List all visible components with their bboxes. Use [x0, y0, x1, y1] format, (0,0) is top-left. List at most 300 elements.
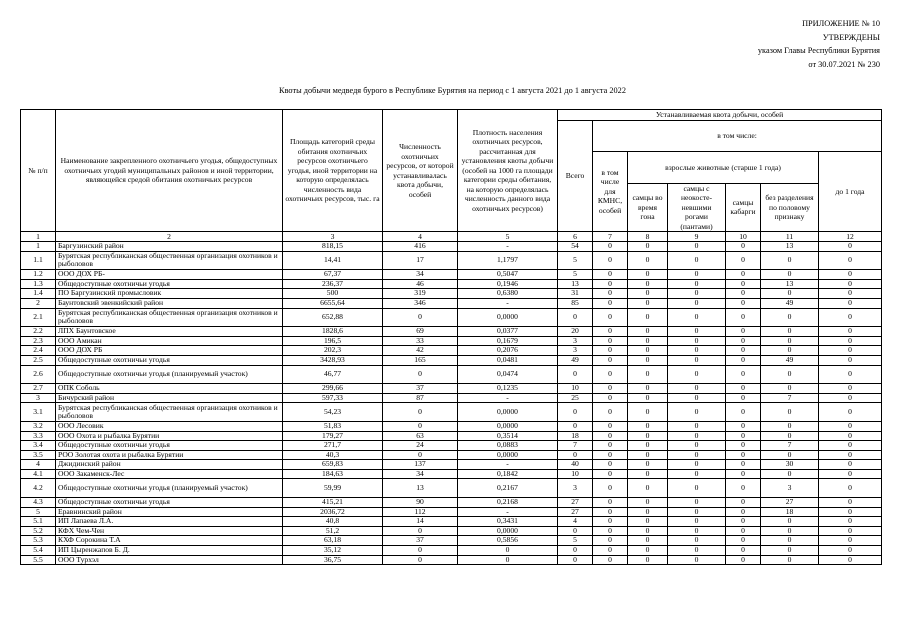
row-total: 31: [558, 289, 593, 299]
row-no-sex: 0: [761, 421, 819, 431]
row-no-sex: 0: [761, 251, 819, 270]
row-name: ИП Лапаева Л.А.: [56, 517, 283, 527]
row-no-sex: 0: [761, 289, 819, 299]
row-number: 3: [21, 393, 56, 403]
row-musk-males: 0: [726, 251, 761, 270]
row-males-antlers: 0: [668, 517, 726, 527]
column-number: 3: [283, 232, 383, 242]
row-musk-males: 0: [726, 308, 761, 327]
row-name: Баргузинский район: [56, 242, 283, 252]
row-number: 3.1: [21, 403, 56, 422]
row-number: 5.4: [21, 546, 56, 556]
table-row: [21, 393, 882, 403]
row-name: РОО Золотая охота и рыбалка Бурятии: [56, 450, 283, 460]
approved-label: УТВЕРЖДЕНЫ: [822, 32, 880, 42]
row-kmns: 0: [593, 403, 628, 422]
row-males-rut: 0: [628, 555, 668, 565]
column-number: 6: [558, 232, 593, 242]
table-row: [21, 450, 882, 460]
row-kmns: 0: [593, 393, 628, 403]
row-density: 1,1797: [458, 251, 558, 270]
row-name: Общедоступные охотничьи угодья: [56, 355, 283, 365]
row-number: 2.2: [21, 327, 56, 337]
row-count: 24: [383, 441, 458, 451]
row-area: 35,12: [283, 546, 383, 556]
row-area: 415,21: [283, 498, 383, 508]
row-kmns: 0: [593, 346, 628, 356]
row-under1: 0: [819, 498, 882, 508]
row-males-antlers: 0: [668, 421, 726, 431]
row-number: 1.1: [21, 251, 56, 270]
row-males-antlers: 0: [668, 479, 726, 498]
row-kmns: 0: [593, 431, 628, 441]
header-quota: Устанавливаемая квота добычи, особей: [558, 110, 882, 121]
row-males-rut: 0: [628, 327, 668, 337]
row-musk-males: 0: [726, 289, 761, 299]
decree-date: от 30.07.2021 № 230: [808, 59, 880, 69]
row-area: 652,88: [283, 308, 383, 327]
row-name: Бичурский район: [56, 393, 283, 403]
row-density: -: [458, 393, 558, 403]
row-name: ООО Амикан: [56, 336, 283, 346]
row-area: 46,77: [283, 365, 383, 384]
row-under1: 0: [819, 308, 882, 327]
row-density: 0,0000: [458, 450, 558, 460]
row-area: 36,75: [283, 555, 383, 565]
row-kmns: 0: [593, 365, 628, 384]
row-name: ОПК Соболь: [56, 384, 283, 394]
table-row: [21, 403, 882, 422]
row-no-sex: 7: [761, 441, 819, 451]
row-area: 51,83: [283, 421, 383, 431]
row-no-sex: 0: [761, 384, 819, 394]
row-count: 37: [383, 536, 458, 546]
column-number: 1: [21, 232, 56, 242]
row-under1: 0: [819, 421, 882, 431]
table-row: [21, 327, 882, 337]
row-musk-males: 0: [726, 460, 761, 470]
row-under1: 0: [819, 403, 882, 422]
row-no-sex: 0: [761, 431, 819, 441]
row-males-rut: 0: [628, 336, 668, 346]
row-area: 597,33: [283, 393, 383, 403]
row-total: 3: [558, 336, 593, 346]
column-number: 12: [819, 232, 882, 242]
row-density: 0: [458, 555, 558, 565]
row-name: Бурятская республиканская общественная организация охотников и рыболовов: [56, 308, 283, 327]
row-name: ООО Закаменск-Лес: [56, 469, 283, 479]
row-under1: 0: [819, 469, 882, 479]
header-total: Всего: [558, 120, 593, 232]
row-total: 54: [558, 242, 593, 252]
row-under1: 0: [819, 441, 882, 451]
row-males-antlers: 0: [668, 469, 726, 479]
row-area: 63,18: [283, 536, 383, 546]
row-density: 0,0377: [458, 327, 558, 337]
row-no-sex: 0: [761, 365, 819, 384]
row-number: 4.1: [21, 469, 56, 479]
column-number: 11: [761, 232, 819, 242]
row-males-antlers: 0: [668, 507, 726, 517]
table-row: [21, 460, 882, 470]
column-number: 9: [668, 232, 726, 242]
table-row: [21, 507, 882, 517]
row-count: 0: [383, 546, 458, 556]
row-males-antlers: 0: [668, 346, 726, 356]
row-males-antlers: 0: [668, 526, 726, 536]
row-under1: 0: [819, 546, 882, 556]
row-musk-males: 0: [726, 421, 761, 431]
row-under1: 0: [819, 365, 882, 384]
row-number: 3.2: [21, 421, 56, 431]
row-musk-males: 0: [726, 242, 761, 252]
row-no-sex: 0: [761, 327, 819, 337]
row-name: Общедоступные охотничьи угодья: [56, 279, 283, 289]
row-kmns: 0: [593, 546, 628, 556]
table-body: [21, 242, 882, 565]
row-name: Общедоступные охотничьи угодья (планируемый участок): [56, 365, 283, 384]
row-number: 2.7: [21, 384, 56, 394]
row-number: 2.5: [21, 355, 56, 365]
row-males-rut: 0: [628, 460, 668, 470]
row-total: 20: [558, 327, 593, 337]
row-musk-males: 0: [726, 403, 761, 422]
row-kmns: 0: [593, 555, 628, 565]
row-count: 69: [383, 327, 458, 337]
row-kmns: 0: [593, 460, 628, 470]
row-count: 13: [383, 479, 458, 498]
row-total: 10: [558, 469, 593, 479]
row-count: 0: [383, 421, 458, 431]
row-under1: 0: [819, 355, 882, 365]
header-density: Плотность населения охотничьих ресурсов, рассчитанная для установления квоты добычи (особей на 1000 га площади категории среды обитания, на которую определялась численность данного вида охотничьих ресурсов): [458, 110, 558, 232]
row-name: ЛПХ Баунтовское: [56, 327, 283, 337]
row-males-antlers: 0: [668, 536, 726, 546]
row-males-rut: 0: [628, 279, 668, 289]
row-density: 0,2076: [458, 346, 558, 356]
row-musk-males: 0: [726, 393, 761, 403]
table-row: [21, 441, 882, 451]
row-musk-males: 0: [726, 279, 761, 289]
column-number-row: [21, 232, 882, 242]
row-musk-males: 0: [726, 346, 761, 356]
row-number: 1: [21, 242, 56, 252]
row-kmns: 0: [593, 298, 628, 308]
header-num: № п/п: [21, 110, 56, 232]
row-males-antlers: 0: [668, 242, 726, 252]
row-no-sex: 30: [761, 460, 819, 470]
row-males-antlers: 0: [668, 327, 726, 337]
row-males-antlers: 0: [668, 251, 726, 270]
table-row: [21, 346, 882, 356]
row-under1: 0: [819, 251, 882, 270]
row-number: 2.6: [21, 365, 56, 384]
row-area: 67,37: [283, 270, 383, 280]
table-row: [21, 384, 882, 394]
row-under1: 0: [819, 279, 882, 289]
document-title: Квоты добычи медведя бурого в Республике Бурятия на период с 1 августа 2021 до 1 августа 2022: [279, 86, 626, 95]
row-name: Бурятская республиканская общественная организация охотников и рыболовов: [56, 403, 283, 422]
row-total: 3: [558, 346, 593, 356]
row-males-rut: 0: [628, 546, 668, 556]
row-number: 1.3: [21, 279, 56, 289]
row-kmns: 0: [593, 242, 628, 252]
row-musk-males: 0: [726, 355, 761, 365]
row-total: 0: [558, 450, 593, 460]
row-count: 165: [383, 355, 458, 365]
row-area: 54,23: [283, 403, 383, 422]
table-header: [21, 110, 882, 242]
row-under1: 0: [819, 393, 882, 403]
row-count: 0: [383, 403, 458, 422]
row-name: Еравнинский район: [56, 507, 283, 517]
row-total: 0: [558, 546, 593, 556]
row-count: 0: [383, 308, 458, 327]
row-musk-males: 0: [726, 431, 761, 441]
row-no-sex: 49: [761, 355, 819, 365]
row-males-rut: 0: [628, 526, 668, 536]
row-musk-males: 0: [726, 450, 761, 460]
row-kmns: 0: [593, 469, 628, 479]
row-density: 0,0000: [458, 403, 558, 422]
row-count: 0: [383, 450, 458, 460]
row-count: 137: [383, 460, 458, 470]
row-density: -: [458, 298, 558, 308]
row-under1: 0: [819, 555, 882, 565]
row-musk-males: 0: [726, 298, 761, 308]
row-number: 2.4: [21, 346, 56, 356]
row-under1: 0: [819, 289, 882, 299]
table-row: [21, 242, 882, 252]
row-musk-males: 0: [726, 327, 761, 337]
row-under1: 0: [819, 346, 882, 356]
row-no-sex: 0: [761, 336, 819, 346]
row-males-antlers: 0: [668, 355, 726, 365]
table-row: [21, 251, 882, 270]
row-density: 0,0883: [458, 441, 558, 451]
row-kmns: 0: [593, 536, 628, 546]
header-including: в том числе:: [593, 120, 882, 152]
row-musk-males: 0: [726, 384, 761, 394]
row-density: 0,3514: [458, 431, 558, 441]
row-kmns: 0: [593, 498, 628, 508]
row-musk-males: 0: [726, 498, 761, 508]
row-under1: 0: [819, 526, 882, 536]
row-kmns: 0: [593, 450, 628, 460]
row-males-antlers: 0: [668, 403, 726, 422]
row-area: 500: [283, 289, 383, 299]
row-number: 4.3: [21, 498, 56, 508]
row-under1: 0: [819, 431, 882, 441]
row-number: 3.4: [21, 441, 56, 451]
row-name: Общедоступные охотничьи угодья (планируемый участок): [56, 479, 283, 498]
row-males-rut: 0: [628, 517, 668, 527]
column-number: 7: [593, 232, 628, 242]
row-no-sex: 0: [761, 536, 819, 546]
table-row: [21, 279, 882, 289]
row-area: 6655,64: [283, 298, 383, 308]
row-kmns: 0: [593, 479, 628, 498]
row-no-sex: 3: [761, 479, 819, 498]
row-kmns: 0: [593, 327, 628, 337]
row-name: ООО Охота и рыбалка Бурятии: [56, 431, 283, 441]
row-total: 40: [558, 460, 593, 470]
row-musk-males: 0: [726, 365, 761, 384]
row-density: 0,1842: [458, 469, 558, 479]
row-total: 5: [558, 251, 593, 270]
column-number: 5: [458, 232, 558, 242]
row-name: Общедоступные охотничьи угодья: [56, 498, 283, 508]
header-kmns: в том числе для КМНС, особей: [593, 152, 628, 232]
row-count: 42: [383, 346, 458, 356]
table-row: [21, 421, 882, 431]
row-under1: 0: [819, 460, 882, 470]
column-number: 2: [56, 232, 283, 242]
row-total: 27: [558, 498, 593, 508]
row-total: 4: [558, 517, 593, 527]
row-males-antlers: 0: [668, 546, 726, 556]
row-total: 7: [558, 441, 593, 451]
row-males-antlers: 0: [668, 431, 726, 441]
row-area: 299,66: [283, 384, 383, 394]
header-males-antlers: самцы с неокосте-невшими рогами (пантами): [668, 183, 726, 232]
row-no-sex: 0: [761, 517, 819, 527]
row-count: 0: [383, 555, 458, 565]
row-total: 5: [558, 536, 593, 546]
table-row: [21, 298, 882, 308]
row-number: 5.5: [21, 555, 56, 565]
row-kmns: 0: [593, 384, 628, 394]
row-kmns: 0: [593, 270, 628, 280]
row-count: 46: [383, 279, 458, 289]
row-no-sex: 0: [761, 270, 819, 280]
row-total: 49: [558, 355, 593, 365]
row-count: 14: [383, 517, 458, 527]
row-musk-males: 0: [726, 536, 761, 546]
row-count: 37: [383, 384, 458, 394]
row-number: 5.3: [21, 536, 56, 546]
row-males-antlers: 0: [668, 450, 726, 460]
row-number: 3.5: [21, 450, 56, 460]
row-area: 2036,72: [283, 507, 383, 517]
row-kmns: 0: [593, 526, 628, 536]
row-count: 34: [383, 469, 458, 479]
row-number: 5: [21, 507, 56, 517]
table-row: [21, 526, 882, 536]
row-area: 196,5: [283, 336, 383, 346]
row-under1: 0: [819, 479, 882, 498]
row-musk-males: 0: [726, 546, 761, 556]
row-males-rut: 0: [628, 403, 668, 422]
row-total: 0: [558, 526, 593, 536]
row-density: 0,0481: [458, 355, 558, 365]
row-name: ООО Турхэл: [56, 555, 283, 565]
row-under1: 0: [819, 270, 882, 280]
row-density: 0,0000: [458, 526, 558, 536]
row-density: 0,0000: [458, 421, 558, 431]
header-musk-males: самцы кабарги: [726, 183, 761, 232]
row-area: 40,3: [283, 450, 383, 460]
row-males-antlers: 0: [668, 308, 726, 327]
row-density: 0,1235: [458, 384, 558, 394]
row-kmns: 0: [593, 336, 628, 346]
row-total: 0: [558, 421, 593, 431]
row-under1: 0: [819, 517, 882, 527]
row-males-antlers: 0: [668, 279, 726, 289]
row-kmns: 0: [593, 421, 628, 431]
row-under1: 0: [819, 536, 882, 546]
row-name: Джидинский район: [56, 460, 283, 470]
row-males-antlers: 0: [668, 498, 726, 508]
row-no-sex: 0: [761, 308, 819, 327]
row-males-rut: 0: [628, 441, 668, 451]
row-musk-males: 0: [726, 526, 761, 536]
row-density: 0,1946: [458, 279, 558, 289]
row-count: 33: [383, 336, 458, 346]
table-row: [21, 536, 882, 546]
row-males-rut: 0: [628, 298, 668, 308]
row-no-sex: 0: [761, 469, 819, 479]
row-no-sex: 13: [761, 279, 819, 289]
row-density: 0,1679: [458, 336, 558, 346]
row-males-rut: 0: [628, 355, 668, 365]
row-area: 59,99: [283, 479, 383, 498]
row-no-sex: 0: [761, 450, 819, 460]
row-males-rut: 0: [628, 421, 668, 431]
row-males-rut: 0: [628, 536, 668, 546]
row-density: 0,3431: [458, 517, 558, 527]
row-area: 3428,93: [283, 355, 383, 365]
row-total: 27: [558, 507, 593, 517]
row-males-rut: 0: [628, 479, 668, 498]
row-count: 34: [383, 270, 458, 280]
row-males-antlers: 0: [668, 460, 726, 470]
row-density: 0: [458, 546, 558, 556]
row-males-antlers: 0: [668, 441, 726, 451]
row-males-antlers: 0: [668, 384, 726, 394]
row-under1: 0: [819, 450, 882, 460]
row-musk-males: 0: [726, 336, 761, 346]
row-density: -: [458, 242, 558, 252]
row-number: 4: [21, 460, 56, 470]
row-no-sex: 18: [761, 507, 819, 517]
row-number: 5.2: [21, 526, 56, 536]
row-area: 179,27: [283, 431, 383, 441]
row-kmns: 0: [593, 289, 628, 299]
row-area: 659,83: [283, 460, 383, 470]
row-total: 0: [558, 308, 593, 327]
table-row: [21, 479, 882, 498]
row-count: 0: [383, 365, 458, 384]
row-number: 2.3: [21, 336, 56, 346]
row-males-rut: 0: [628, 365, 668, 384]
row-name: КФХ Чем-Чен: [56, 526, 283, 536]
table-row: [21, 431, 882, 441]
row-name: Баунтовский эвенкийский район: [56, 298, 283, 308]
column-number: 4: [383, 232, 458, 242]
row-area: 40,8: [283, 517, 383, 527]
table-row: [21, 308, 882, 327]
row-males-rut: 0: [628, 308, 668, 327]
row-number: 1.2: [21, 270, 56, 280]
row-number: 3.3: [21, 431, 56, 441]
row-males-rut: 0: [628, 242, 668, 252]
table-row: [21, 355, 882, 365]
row-name: ПО Баргузинский промысловик: [56, 289, 283, 299]
row-total: 13: [558, 279, 593, 289]
row-count: 112: [383, 507, 458, 517]
row-area: 236,37: [283, 279, 383, 289]
